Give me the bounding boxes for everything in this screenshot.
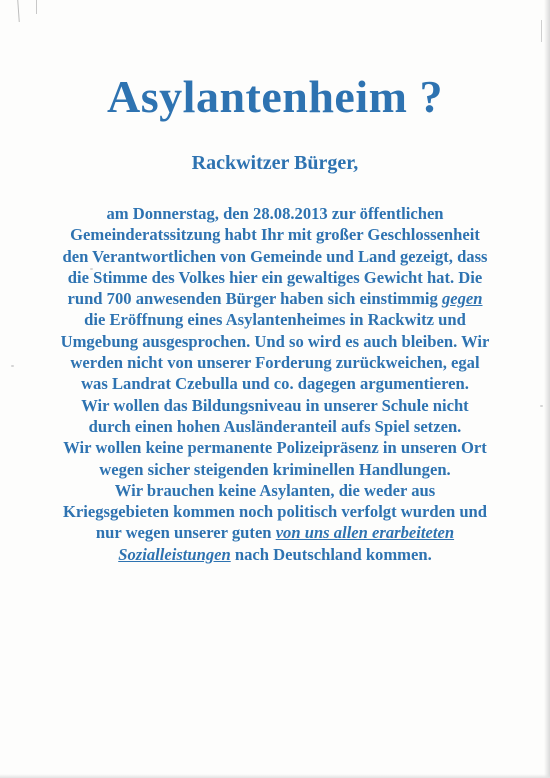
- emphasis-sozialleistungen: von uns allen erarbeiteten Sozialleistungen: [118, 523, 455, 564]
- paragraph-1: [60, 203, 490, 395]
- paragraph-1-text-a: am Donnerstag, den 28.08.2013 zur öffentlichen Gemeinderatssitzung habt Ihr mit großer Geschlossenheit den Verantwortlichen von Gemeinde und Land gezeigt, dass die Stimme des Volkes hier ein gewaltiges Gewicht hat. Die rund 700 anwesenden Bürger haben sich einstimmig: [62, 204, 488, 309]
- salutation: Rackwitzer Bürger,: [191, 152, 359, 174]
- scan-edge-mark: [36, 0, 37, 14]
- page-bottom-shadow: [0, 774, 550, 778]
- paper-speck: [540, 405, 543, 407]
- paragraph-4: [60, 480, 490, 565]
- paragraph-4-text-b: nach Deutschland kommen.: [230, 544, 432, 564]
- scan-edge-mark: [17, 0, 20, 22]
- paper-speck: [11, 365, 14, 367]
- emphasis-gegen: gegen: [441, 289, 483, 309]
- paragraph-2: Wir wollen das Bildungsniveau in unserer Schule nicht durch einen hohen Ausländeranteil aufs Spiel setzen.: [81, 395, 469, 436]
- paragraph-4-text-a: Wir brauchen keine Asylanten, die weder aus Kriegsgebieten kommen noch politisch verfolgt wurden und nur wegen unserer guten: [62, 480, 488, 543]
- paragraph-1-text-b: die Eröffnung eines Asylantenheimes in Rackwitz und Umgebung ausgesprochen. Und so wird es auch bleiben. Wir werden nicht von unserer Forderung zurückweichen, egal was Landrat Czebulla und co. dagegen argumentieren.: [60, 310, 490, 394]
- flyer-title: Asylantenheim ?: [107, 71, 443, 122]
- flyer-body: [60, 203, 490, 565]
- scan-edge-mark: [541, 20, 542, 42]
- paragraph-3: Wir wollen keine permanente Polizeipräsenz in unseren Ort wegen sicher steigenden kriminellen Handlungen.: [63, 438, 487, 479]
